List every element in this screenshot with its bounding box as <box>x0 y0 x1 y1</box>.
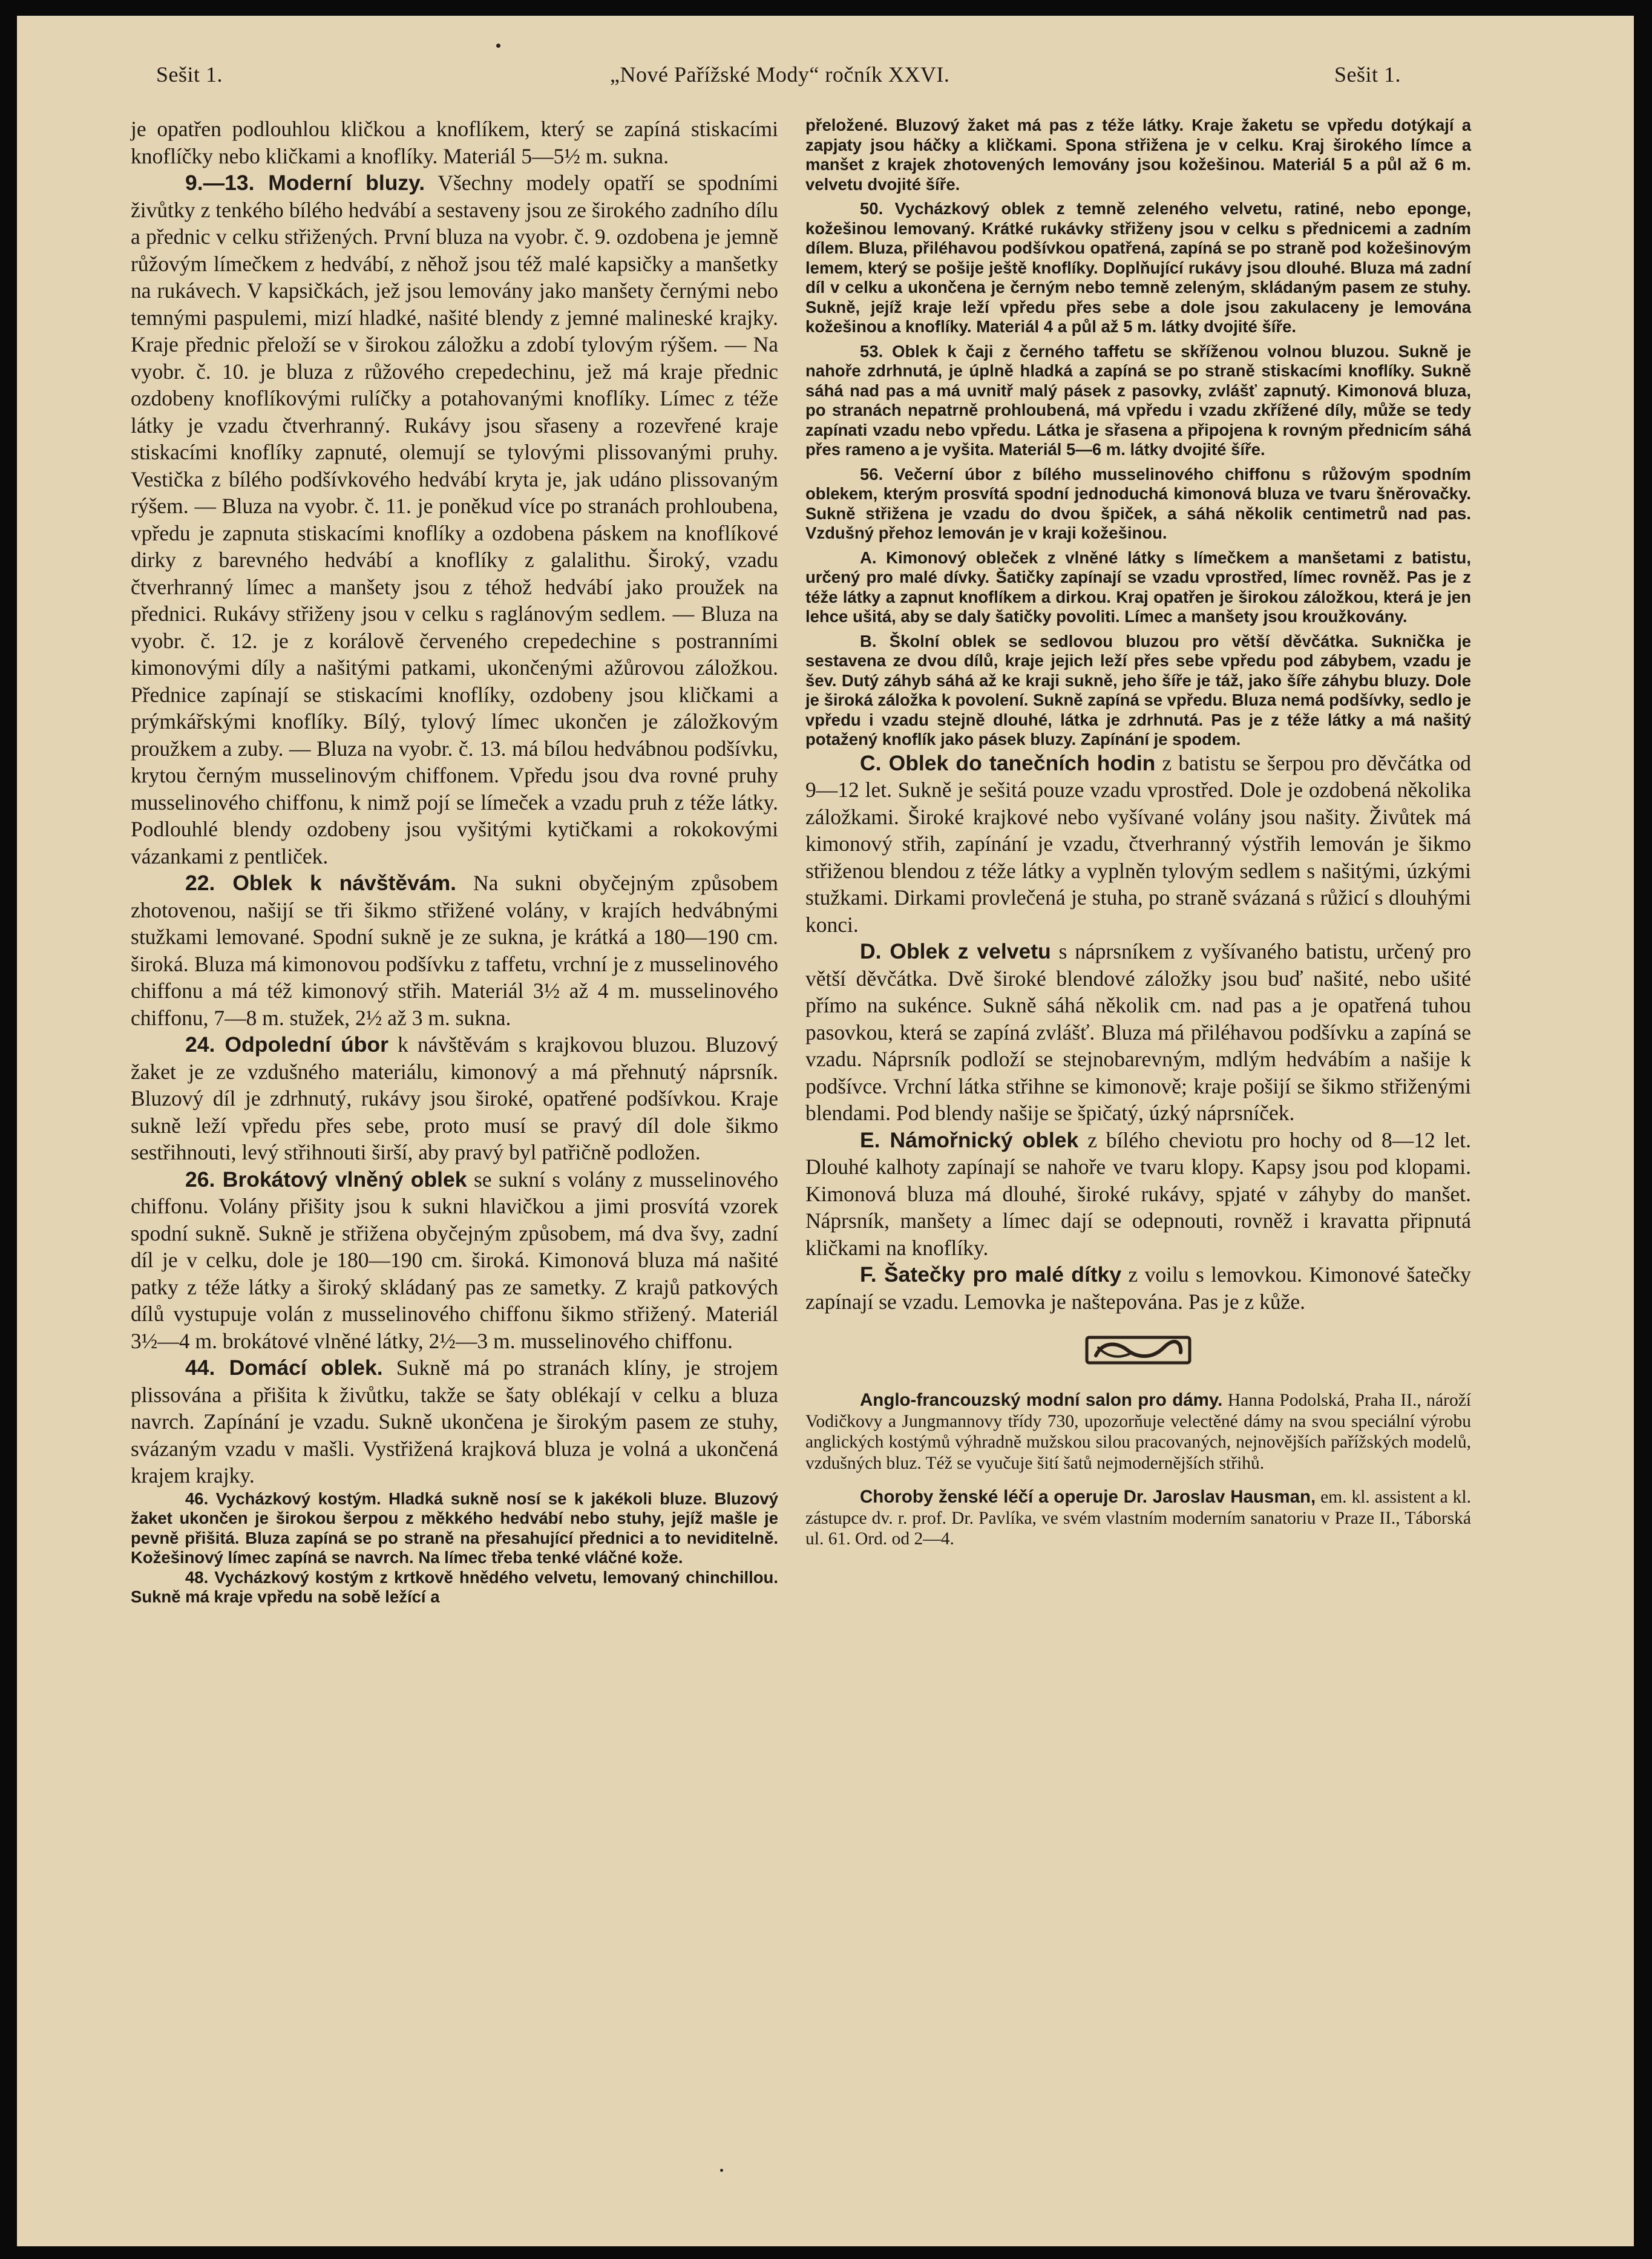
article-heading: 9.—13. Moderní bluzy. <box>185 171 425 195</box>
header-title: „Nové Pařížské Mody“ ročník XXVI. <box>610 62 950 87</box>
article-heading: 44. Domácí oblek. <box>185 1356 383 1380</box>
article-heading: B. Školní oblek <box>860 631 996 651</box>
article-text: z černého taffetu se skříženou volnou bluzou. Sukně je nahoře zdrhnutá, je úplně hladká a zapíná se po straně stiskacími knoflíky. Sukně sáhá nad pas a má uvnitř malý pásek z pasovky, zvlášť zapnutý. Kimonová bluza, po stranách nepatrně prohloubená, má vpředu i vzadu zkřížené díly, může se tedy zapínati vzadu nebo vpředu. Látka je sřasena a připojena k rovným přednicím sáhá přes rameno a je vyšita. Materiál 5—6 m. látky dvojité šíře. <box>805 341 1472 459</box>
article-text: přeložené. Bluzový žaket má pas z téže látky. Kraje žaketu se vpředu dotýkají a zapjaty jsou háčky a kličkami. Spona střižena je v celku. Kraj širokého límce a manšet z krajek zhotovených lemovány jsou kožešinou. Materiál 5 a půl až 6 m. velvetu dvojité šíře. <box>805 116 1471 194</box>
article-heading: 24. Odpolední úbor <box>185 1032 388 1057</box>
article-text: z vlněné látky s límečkem a manšetami z batistu, určený pro malé dívky. Šatičky zapínají se vzadu vprostřed, límec rovněž. Pas je z téže látky a zapnut knoflíkem a dirkou. Kraj opatřen je širokou záložkou, která je jen lehce ušitá, aby se daly šatičky povoliti. Límec a manšety jsou kroužkovány. <box>805 548 1471 626</box>
article-paragraph <box>805 342 1471 460</box>
article-text: Všechny modely opatří se spodními živůtky z tenkého bílého hedvábí a sestaveny jsou ze širokého zadního dílu a přednic v celku střižených. První bluza na vyobr. č. 9. ozdobena je jemně růžovým límečkem z hedvábí, z něhož jsou též malé kapsičky a manšetky na rukávech. V kapsičkách, jež jsou lemovány jako manšety černými nebo temnými paspulemi, mizí hladké, našité blendy z jemné malineské krajky. Kraje přednic přeloží se v širokou záložku a zdobí tylovým rýšem. — Na vyobr. č. 10. je bluza z růžového crepedechinu, jež má kraje přednic ozdobeny knoflíkovými rulíčky a potahovanými knoflíky. Límec z téže látky je vzadu čtverhranný. Rukávy jsou sřaseny a rozevřené kraje stiskacími knoflíky zapnuté, olemují se tylovými plissovanými pruhy. Vestička z bílého podšívkového hedvábí kryta je, jak udáno plissovaným rýšem. — Bluza na vyobr. č. 11. je poněkud více po stranách prohloubena, vpředu je zapnuta stiskacími knoflíky a ozdobena páskem na knoflíkové dirky z barevného hedvábí a knoflíky z galalithu. Široký, vzadu čtverhranný límec a manšety jsou z téhož hedvábí jako proužek na přednici. Rukávy střiženy jsou v celku s raglánovým sedlem. — Bluza na vyobr. č. 12. je z korálově červeného crepedechine s postranními kimonovými díly a našitými patkami, ukončenými ažůrovou záložkou. Přednice zapínají se stiskacími knoflíky, ozdobeny jsou kličkami a prýmkářskými knoflíky. Bílý, tylový límec ukončen je záložkovým proužkem a zuby. — Bluza na vyobr. č. 13. má bílou hedvábnou podšívku, krytou černým musselinovým chiffonem. Vpředu jsou dva rovné pruhy musselinového chiffonu, k nimž pojí se límeček a vzadu pruh z téže látky. Podlouhlé blendy ozdobeny jsou vyšitými kytičkami a rokokovými vázankami z pentliček. <box>131 171 778 868</box>
article-text: Na sukni obyčejným způsobem zhotovenou, našijí se tři šikmo střižené volány, v krajích hedvábnými stužkami lemované. Spodní sukně je ze sukna, je krátká a 180—190 cm. široká. Bluza má kimonovou podšívku z taffetu, vrchní je z musselinového chiffonu a má též kimonový střih. Materiál 3½ až 4 m. musselinového chiffonu, 7—8 m. stužek, 2½ až 3 m. sukna. <box>131 871 778 1030</box>
article-paragraph <box>131 1166 778 1355</box>
article-paragraph <box>131 1568 778 1607</box>
article-text: z bílého cheviotu pro hochy od 8—12 let. Dlouhé kalhoty zapínají se nahoře ve tvaru klopy. Kapsy jsou pod klopami. Kimonová bluza má dlouhé, široké rukávy, spjaté v záhyby do manšet. Náprsník, manšety a límec dají se odepnouti, rovněž i kravatta připnutá kličkami na knoflíky. <box>805 1127 1471 1260</box>
article-paragraph <box>805 548 1471 627</box>
article-text: z voilu s lemovkou. Kimonové šatečky zapínají se vzadu. Lemovka je naštepována. Pas je z kůže. <box>805 1262 1471 1314</box>
right-column <box>805 116 1471 1550</box>
article-text: Hladká sukně nosí se k jakékoli bluze. Bluzový žaket ukončen je širokou šerpou z měkkého hedvábí nebo stuhy, jejíž mašle je pevně přišitá. Bluza zapíná se po straně na přesahující přednici a to neviditelně. Kožešinový límec zapíná se navrch. Na límec třeba tenké vláčné kože. <box>131 1489 778 1567</box>
article-heading: 48. Vycházkový kostým <box>185 1567 374 1587</box>
printer-dot <box>496 44 500 48</box>
article-heading: E. Námořnický oblek <box>860 1127 1079 1152</box>
article-heading: 56. Večerní úbor <box>860 464 1002 484</box>
article-text: z bílého musselinového chiffonu s růžovým spodním oblekem, kterým prosvítá spodní jednoduchá kimonová bluza ve tvaru šněrovačky. Sukně střižena je vzadu do dvou špiček, a sáhá několik centimetrů nad pas. Vzdušný přehoz lemován je v kraji kožešinou. <box>805 464 1471 542</box>
article-paragraph <box>131 1031 778 1166</box>
right-column-body <box>805 116 1471 1315</box>
article-text: z krtkově hnědého velvetu, lemovaný chinchillou. Sukně má kraje vpředu na sobě ležící a <box>131 1567 778 1606</box>
header-left: Sešit 1. <box>156 62 223 87</box>
article-heading: D. Oblek z velvetu <box>860 939 1051 963</box>
article-text: k návštěvám s krajkovou bluzou. Bluzový žaket je ze vzdušného materiálu, kimonový a má přehnutý náprsník. Bluzový díl je zdrhnutý, rukávy jsou široké, opatřené podšívkou. Kraje sukně leží vpředu přes sebe, proto musí se pravý díl dole šikmo sestřihnouti, levý střihnouti širší, aby pravý byl patřičně podložen. <box>131 1032 778 1164</box>
article-heading: 26. Brokátový vlněný oblek <box>185 1167 467 1192</box>
header-right: Sešit 1. <box>1334 62 1401 87</box>
article-paragraph <box>805 1127 1471 1262</box>
advertisement-heading: Choroby ženské léčí a operuje Dr. Jaroslav Hausman, <box>860 1487 1316 1507</box>
advertisement-text: em. kl. assistent a kl. zástupce dv. r. prof. Dr. Pavlíka, ve svém vlastním moderním sanatoriu v Praze II., Táborská ul. 61. Ord. od 2—4. <box>805 1487 1471 1549</box>
running-header <box>17 62 1634 92</box>
printer-dot-bottom <box>720 2169 723 2172</box>
article-heading: F. Šatečky pro malé dítky <box>860 1262 1122 1287</box>
article-heading: 22. Oblek k návštěvám. <box>185 871 457 895</box>
article-paragraph <box>805 116 1471 194</box>
article-paragraph <box>805 1261 1471 1315</box>
advertisement <box>805 1390 1471 1474</box>
article-heading: 46. Vycházkový kostým. <box>185 1489 381 1508</box>
ornament-divider-icon <box>1085 1334 1191 1366</box>
article-text: z temně zeleného velvetu, ratiné, nebo eponge, kožešinou lemovaný. Krátké rukávky střiženy jsou v celku s přednicemi a zadním dílem. Bluza, přiléhavou podšívkou opatřená, zapíná se po straně pod kožešinovým lemem, který se pošije ještě knoflíky. Doplňující rukávy jsou dlouhé. Bluza má zadní díl v celku a ukončena je černým nebo temně zeleným, skládaným pasem ze stuhy. Sukně, jejíž kraje leží vpředu přes sebe a dole jsou zakulaceny je lemována kožešinou a knoflíky. Materiál 4 a půl až 5 m. látky dvojité šíře. <box>805 199 1471 336</box>
article-paragraph <box>131 169 778 870</box>
article-paragraph <box>131 1354 778 1489</box>
article-paragraph <box>131 870 778 1031</box>
article-text: z batistu se šerpou pro děvčátka od 9—12 let. Sukně je sešitá pouze vzadu vprostřed. Dole je ozdobená několika záložkami. Široké krajkové nebo vyšívané volány jsou našity. Živůtek má kimonový střih, zapínání je vzadu, čtverhranný výstřih lemován je šikmo střiženou blendou z téže látky a vyplněn tylovým sedlem s našitými, úzkými stužkami. Dirkami provlečená je stuha, po straně svázaná s růžicí s dlouhými konci. <box>805 750 1471 937</box>
advertisements <box>805 1390 1471 1550</box>
article-paragraph <box>805 199 1471 337</box>
article-heading: 53. Oblek k čaji <box>860 341 994 361</box>
advertisement-text: Hanna Podolská, Praha II., nároží Vodičkovy a Jungmannovy třídy 730, upozorňuje velectěné dámy na svou speciální výrobu anglických kostýmů výhradně mužskou silou pracovaných, nejnovějších pařížských modelů, vzdušných bluz. Též se vyučuje šití šatů nejmodernějších střihů. <box>805 1391 1471 1473</box>
article-paragraph <box>805 938 1471 1127</box>
article-heading: C. Oblek do tanečních hodin <box>860 750 1156 775</box>
article-heading: 50. Vycházkový oblek <box>860 199 1045 218</box>
article-text: se sukní s volány z musselinového chiffonu. Volány přišity jsou k sukni hlavičkou a jimi prosvítá vzorek spodní sukně. Sukně je střižena obyčejným způsobem, má dva švy, zadní díl je v celku, dole je 180—190 cm. široká. Kimonová bluza má našité patky z téže látky a široký skládaný pas ze sametky. Z krajů patkových dílů vystupuje volán z musselinového chiffonu šikmo střižený. Materiál 3½—4 m. brokátové vlněné látky, 2½—3 m. musselinového chiffonu. <box>131 1167 778 1353</box>
article-paragraph <box>805 465 1471 543</box>
advertisement-heading: Anglo-francouzský modní salon pro dámy. <box>860 1390 1223 1410</box>
left-column <box>131 116 778 1607</box>
article-paragraph <box>805 632 1471 750</box>
article-text: s náprsníkem z vyšívaného batistu, určený pro větší děvčátka. Dvě široké blendové záložky jsou buď našité, nebo ušité přímo na sukénce. Sukně sáhá několik cm. nad pas a je opatřená tuhou pasovkou, která se zapíná zvlášť. Bluza má přiléhavou podšívku a zapíná se vzadu. Náprsník podloží se stejnobarevným, mdlým hedvábím a našije k podšívce. Vrchní látka střihne se kimonově; kraje pošijí se šikmo střiženými blendami. Pod blendy našije se špičatý, úzký náprsníček. <box>805 939 1471 1125</box>
article-paragraph <box>805 750 1471 939</box>
article-text: se sedlovou bluzou pro větší děvčátka. Suknička je sestavena ze dvou dílů, kraje jejich leží přes sebe vpředu pod zábybem, vzadu je šev. Dutý záhyb sáhá až ke kraji sukně, jeho šíře je táž, jako šíře záhybu bluzy. Dole je široká záložka k povolení. Sukně zapíná se vpředu. Bluza nemá podšívky, sedlo je vpředu i vzadu stejně dlouhé, látka je zdrhnutá. Pas je z téže látky a má našitý potažený knoflík jako pásek bluzy. Zapínání je spodem. <box>805 631 1471 749</box>
article-text: je opatřen podlouhlou kličkou a knoflíkem, který se zapíná stiskacími knoflíčky nebo kličkami a knoflíky. Materiál 5—5½ m. sukna. <box>131 117 778 168</box>
advertisement <box>805 1487 1471 1550</box>
article-paragraph <box>131 1489 778 1568</box>
magazine-page <box>17 16 1634 2246</box>
article-heading: A. Kimonový obleček <box>860 548 1038 567</box>
article-paragraph <box>131 116 778 169</box>
article-text: Sukně má po stranách klíny, je strojem plissována a přišita k živůtku, takže se šaty oblékají v celku a bluza navrch. Zapínání je vzadu. Sukně ukončena je širokým pasem ze stuhy, svázaným vzadu v mašli. Vystřižená krajková bluza je volná a ukončená krajem krajky. <box>131 1356 778 1487</box>
